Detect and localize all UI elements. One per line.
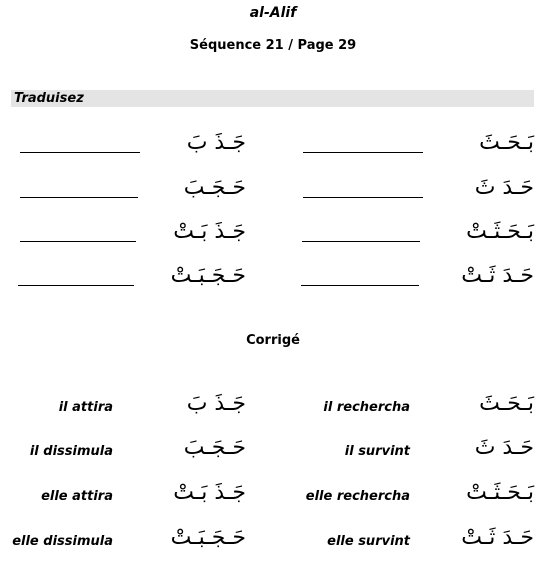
arabic-word: جَـذَ بَـتْ bbox=[173, 219, 246, 244]
french-translation: il attira bbox=[58, 400, 113, 415]
answer-blank[interactable] bbox=[303, 152, 423, 153]
french-translation: il survint bbox=[344, 444, 410, 459]
arabic-word: حَـجَـبَـتْ bbox=[170, 525, 246, 550]
arabic-word: بَـحَـثَ bbox=[479, 391, 534, 416]
arabic-word: بَـحَـثَـتْ bbox=[466, 480, 534, 505]
instruction-label: Traduisez bbox=[14, 91, 84, 106]
answer-blank[interactable] bbox=[20, 152, 140, 153]
answer-blank[interactable] bbox=[20, 197, 138, 198]
answer-blank[interactable] bbox=[301, 285, 419, 286]
arabic-word: حَـدَ ثَ bbox=[474, 175, 534, 200]
french-translation: elle rechercha bbox=[305, 489, 410, 504]
arabic-word: حَـجَـبَـتْ bbox=[170, 263, 246, 288]
arabic-word: حَـدَ ثَ bbox=[474, 435, 534, 460]
french-translation: elle dissimula bbox=[12, 534, 113, 549]
answer-blank[interactable] bbox=[18, 285, 134, 286]
french-translation: elle attira bbox=[41, 489, 113, 504]
answer-blank[interactable] bbox=[303, 197, 423, 198]
arabic-word: حَـجَـبَ bbox=[183, 435, 246, 460]
arabic-word: جَـذَ بَ bbox=[186, 391, 246, 416]
arabic-word: حَـدَ ثَـتْ bbox=[461, 525, 534, 550]
arabic-word: بَـحَـثَ bbox=[479, 130, 534, 155]
instruction-bar bbox=[11, 90, 534, 107]
arabic-word: جَـذَ بَ bbox=[186, 130, 246, 155]
arabic-word: جَـذَ بَـتْ bbox=[173, 480, 246, 505]
answer-blank[interactable] bbox=[20, 241, 136, 242]
site-title: al-Alif bbox=[249, 5, 297, 21]
french-translation: elle survint bbox=[327, 534, 410, 549]
arabic-word: حَـجَـبَ bbox=[183, 175, 246, 200]
answer-blank[interactable] bbox=[302, 241, 420, 242]
french-translation: il dissimula bbox=[29, 444, 113, 459]
answers-title: Corrigé bbox=[246, 333, 300, 348]
french-translation: il rechercha bbox=[323, 400, 410, 415]
arabic-word: حَـدَ ثَـتْ bbox=[461, 263, 534, 288]
sequence-title: Séquence 21 / Page 29 bbox=[189, 38, 357, 53]
arabic-word: بَـحَـثَـتْ bbox=[466, 219, 534, 244]
